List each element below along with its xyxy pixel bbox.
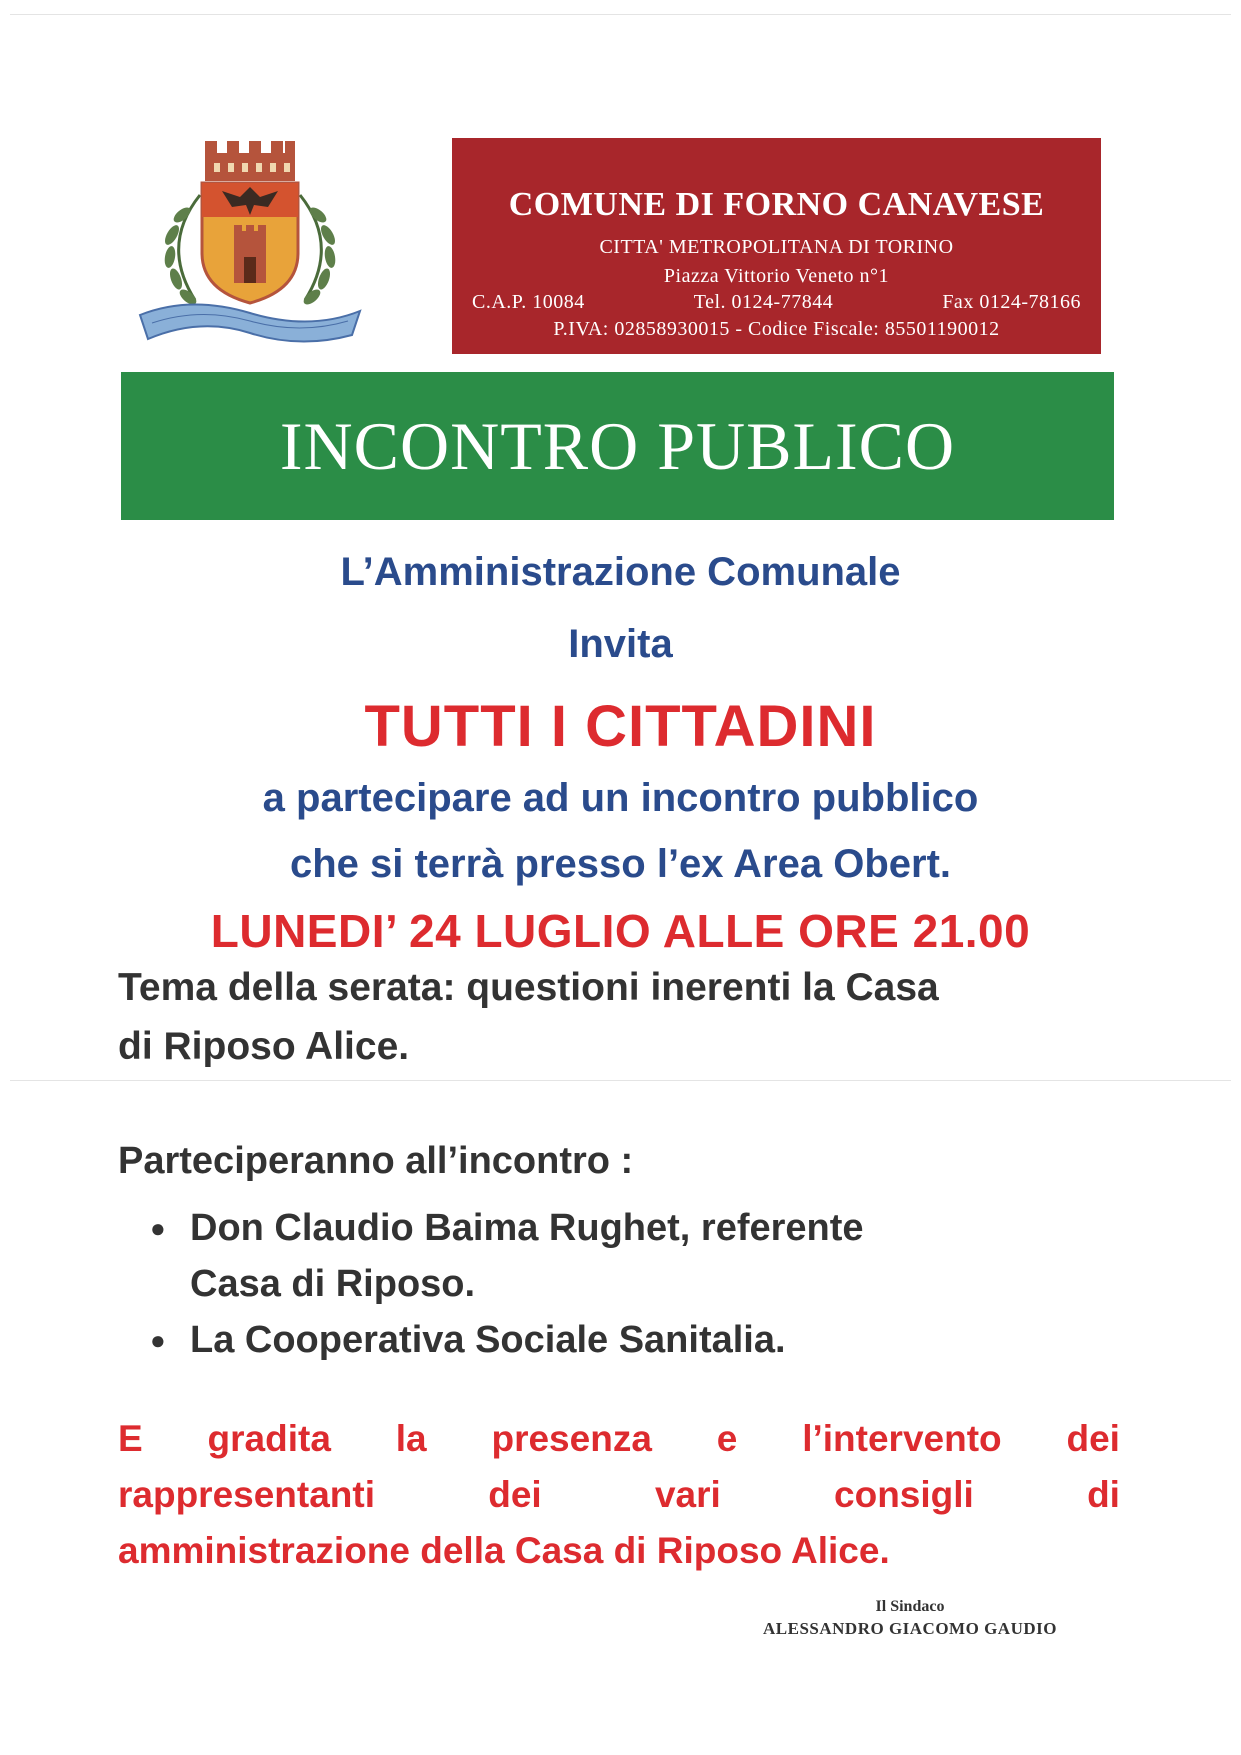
municipality-title: COMUNE DI FORNO CANAVESE bbox=[508, 186, 1045, 223]
coat-of-arms-emblem bbox=[130, 135, 370, 350]
evening-theme-line-2: di Riposo Alice. bbox=[118, 1025, 410, 1068]
closing-word: gradita bbox=[207, 1418, 331, 1459]
closing-word: consigli bbox=[834, 1474, 974, 1515]
closing-line-3: amministrazione della Casa di Riposo Alice. bbox=[118, 1530, 890, 1571]
invite-line-location: che si terrà presso l’ex Area Obert. bbox=[289, 842, 952, 886]
closing-word: rappresentanti bbox=[118, 1474, 376, 1515]
event-banner-title: INCONTRO PUBLICO bbox=[121, 372, 1114, 520]
municipality-header bbox=[452, 138, 1101, 354]
scan-border-top bbox=[10, 14, 1231, 15]
closing-word: dei bbox=[1066, 1418, 1120, 1459]
fax: Fax 0124-78166 bbox=[942, 291, 1081, 313]
signature-role: Il Sindaco bbox=[875, 1598, 945, 1615]
postal-code: C.A.P. 10084 bbox=[472, 291, 585, 313]
municipality-contacts bbox=[472, 291, 1081, 314]
participants-list bbox=[150, 1200, 1070, 1368]
closing-line-2 bbox=[118, 1474, 1120, 1516]
invite-line-administration: L’Amministrazione Comunale bbox=[340, 550, 901, 594]
evening-theme-line-1: Tema della serata: questioni inerenti la Casa bbox=[118, 966, 939, 1009]
bullet-icon: ● bbox=[150, 1325, 166, 1355]
invite-line-invites: Invita bbox=[568, 622, 673, 666]
invite-line-participate: a partecipare ad un incontro pubblico bbox=[262, 776, 979, 820]
participant-line: La Cooperativa Sociale Sanitalia. bbox=[190, 1319, 786, 1361]
closing-word: presenza bbox=[491, 1418, 652, 1459]
closing-line-1 bbox=[118, 1418, 1120, 1460]
municipality-address: Piazza Vittorio Veneto n°1 bbox=[663, 265, 890, 287]
signature-name: ALESSANDRO GIACOMO GAUDIO bbox=[763, 1619, 1057, 1638]
municipality-subtitle: CITTA' METROPOLITANA DI TORINO bbox=[599, 236, 954, 258]
event-datetime: LUNEDI’ 24 LUGLIO ALLE ORE 21.00 bbox=[210, 905, 1031, 957]
closing-word: la bbox=[395, 1418, 427, 1459]
participant-line: Casa di Riposo. bbox=[190, 1263, 476, 1305]
closing-word: dei bbox=[488, 1474, 542, 1515]
invite-audience: TUTTI I CITTADINI bbox=[364, 694, 877, 759]
closing-word: l’intervento bbox=[802, 1418, 1002, 1459]
participant-line: Don Claudio Baima Rughet, referente bbox=[190, 1207, 864, 1249]
municipality-fiscal-info: P.IVA: 02858930015 - Codice Fiscale: 85501190012 bbox=[553, 318, 1000, 340]
list-item bbox=[150, 1200, 1070, 1312]
scan-fold-line bbox=[10, 1080, 1231, 1081]
bullet-icon: ● bbox=[150, 1213, 166, 1243]
closing-word: e bbox=[716, 1418, 738, 1459]
list-item bbox=[150, 1312, 1070, 1368]
closing-word: vari bbox=[654, 1474, 721, 1515]
participants-heading: Parteciperanno all’incontro : bbox=[118, 1140, 634, 1182]
closing-word: E bbox=[118, 1418, 143, 1459]
closing-word: di bbox=[1087, 1474, 1120, 1515]
telephone: Tel. 0124-77844 bbox=[693, 291, 834, 313]
